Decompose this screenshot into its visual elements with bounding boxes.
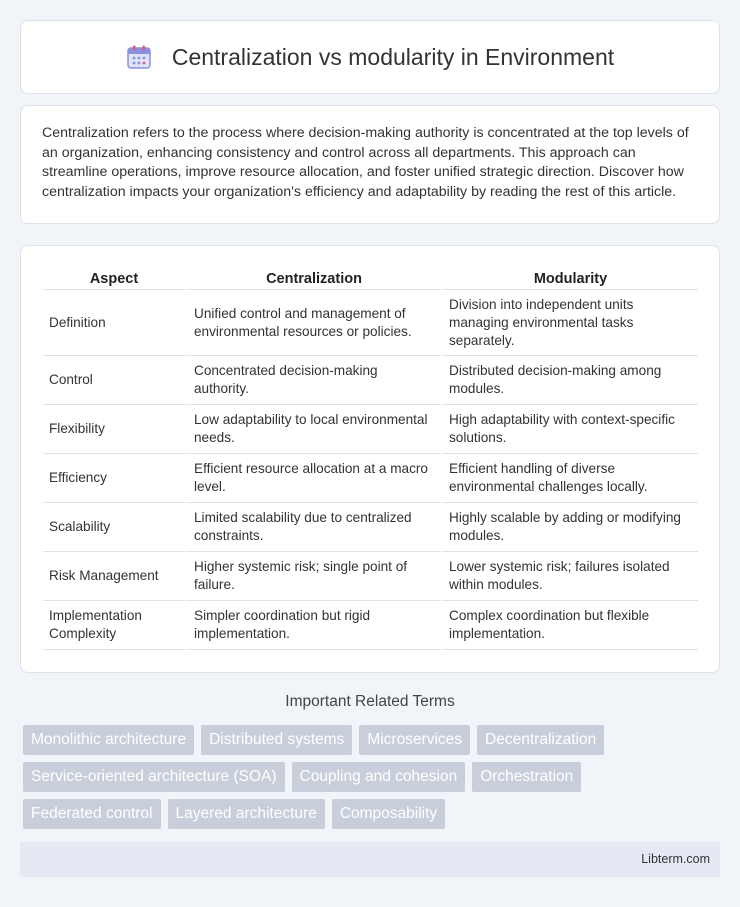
related-term-tag[interactable]: Distributed systems bbox=[201, 725, 352, 755]
table-header-row bbox=[43, 266, 698, 290]
related-term-tag[interactable]: Microservices bbox=[359, 725, 470, 755]
header-aspect: Aspect bbox=[43, 266, 185, 290]
row-modularity: Lower systemic risk; failures isolated within modules. bbox=[440, 552, 698, 601]
row-aspect: Implementation Complexity bbox=[43, 601, 185, 650]
row-aspect: Flexibility bbox=[43, 405, 185, 454]
title-card bbox=[20, 20, 720, 94]
related-terms-list bbox=[23, 725, 713, 836]
footer bbox=[20, 842, 720, 877]
footer-brand-link[interactable]: Libterm.com bbox=[641, 852, 710, 866]
related-term-tag[interactable]: Decentralization bbox=[477, 725, 604, 755]
related-term-tag[interactable]: Federated control bbox=[23, 799, 161, 829]
row-aspect: Efficiency bbox=[43, 454, 185, 503]
comparison-card bbox=[20, 245, 720, 673]
calendar-icon bbox=[126, 44, 152, 70]
page-title: Centralization vs modularity in Environment bbox=[171, 43, 615, 70]
row-centralization: Low adaptability to local environmental needs. bbox=[185, 405, 440, 454]
table-row bbox=[43, 503, 698, 552]
row-centralization: Simpler coordination but rigid implementation. bbox=[185, 601, 440, 650]
row-modularity: Division into independent units managing environmental tasks separately. bbox=[440, 290, 698, 356]
row-centralization: Limited scalability due to centralized constraints. bbox=[185, 503, 440, 552]
table-row bbox=[43, 356, 698, 405]
row-centralization: Unified control and management of environmental resources or policies. bbox=[185, 290, 440, 356]
row-centralization: Higher systemic risk; single point of failure. bbox=[185, 552, 440, 601]
row-modularity: High adaptability with context-specific solutions. bbox=[440, 405, 698, 454]
row-centralization: Efficient resource allocation at a macro level. bbox=[185, 454, 440, 503]
row-modularity: Highly scalable by adding or modifying modules. bbox=[440, 503, 698, 552]
table-row bbox=[43, 290, 698, 356]
header-centralization: Centralization bbox=[185, 266, 440, 290]
table-row bbox=[43, 405, 698, 454]
comparison-table bbox=[43, 266, 698, 650]
header-modularity: Modularity bbox=[440, 266, 698, 290]
related-term-tag[interactable]: Service-oriented architecture (SOA) bbox=[23, 762, 285, 792]
related-term-tag[interactable]: Layered architecture bbox=[168, 799, 325, 829]
related-terms-title: Important Related Terms bbox=[285, 693, 455, 710]
row-modularity: Distributed decision-making among modules. bbox=[440, 356, 698, 405]
row-aspect: Control bbox=[43, 356, 185, 405]
related-term-tag[interactable]: Orchestration bbox=[472, 762, 581, 792]
table-row bbox=[43, 454, 698, 503]
row-modularity: Complex coordination but flexible implementation. bbox=[440, 601, 698, 650]
row-aspect: Risk Management bbox=[43, 552, 185, 601]
row-modularity: Efficient handling of diverse environmental challenges locally. bbox=[440, 454, 698, 503]
intro-card bbox=[20, 105, 720, 224]
related-term-tag[interactable]: Composability bbox=[332, 799, 445, 829]
table-row bbox=[43, 601, 698, 650]
row-aspect: Definition bbox=[43, 290, 185, 356]
related-term-tag[interactable]: Monolithic architecture bbox=[23, 725, 194, 755]
related-term-tag[interactable]: Coupling and cohesion bbox=[292, 762, 466, 792]
row-aspect: Scalability bbox=[43, 503, 185, 552]
intro-text: Centralization refers to the process where decision-making authority is concentrated at the top levels of an organization, enhancing consistency and control across all departments. This approach can streamline operations, improve resource allocation, and foster unified strategic direction. Discover how centralization impacts your organization's efficiency and adaptability by reading the rest of this article. bbox=[42, 125, 689, 200]
table-row bbox=[43, 552, 698, 601]
row-centralization: Concentrated decision-making authority. bbox=[185, 356, 440, 405]
